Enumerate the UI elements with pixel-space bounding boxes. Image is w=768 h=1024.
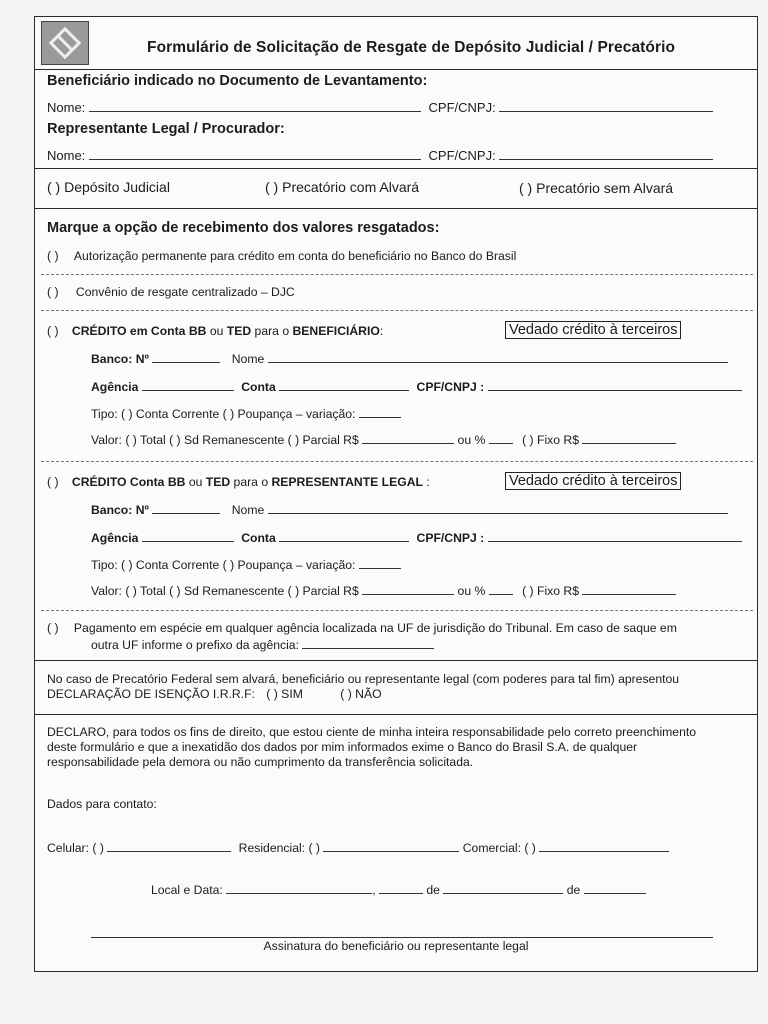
option-autorizacao-row[interactable]: [47, 249, 516, 263]
tipo-row[interactable]: [91, 405, 401, 421]
ou-pct-label: ou %: [457, 584, 486, 598]
conta-field[interactable]: [279, 529, 409, 542]
tipo-text: Tipo: ( ) Conta Corrente ( ) Poupança – variação:: [91, 558, 356, 572]
banco-field[interactable]: [152, 501, 220, 514]
local-field[interactable]: [226, 881, 372, 894]
name-label: Nome:: [47, 100, 86, 115]
credit-to: para o: [254, 324, 290, 338]
option-precatorio-com-alvara[interactable]: ( ) Precatório com Alvará: [265, 179, 420, 195]
beneficiary-name-row: [47, 99, 713, 115]
credit-ted: TED: [205, 475, 231, 489]
local-data-label: Local e Data:: [151, 883, 223, 897]
fixo-field[interactable]: [582, 582, 676, 595]
variacao-field[interactable]: [359, 405, 401, 418]
dashed-divider: [41, 461, 753, 462]
agencia-field[interactable]: [142, 378, 234, 391]
pct-field[interactable]: [489, 431, 513, 444]
checkbox-paren[interactable]: ( ): [47, 475, 59, 489]
representative-name-field[interactable]: [89, 147, 421, 160]
dashed-divider: [41, 274, 753, 275]
credit-beneficiario: BENEFICIÁRIO: [292, 324, 380, 338]
beneficiary-name-field[interactable]: [89, 99, 421, 112]
de-label: de: [426, 883, 440, 897]
residencial-label: Residencial: ( ): [238, 841, 320, 855]
declaracao-text: [47, 725, 743, 770]
divider: [35, 660, 757, 661]
pct-field[interactable]: [489, 582, 513, 595]
parcial-field[interactable]: [362, 582, 454, 595]
option-convenio-label: Convênio de resgate centralizado – DJC: [75, 285, 295, 299]
declaro-line-3: responsabilidade pela demora ou não cumprimento da transferência solicitada.: [47, 755, 474, 769]
dashed-divider: [41, 610, 753, 611]
checkbox-paren[interactable]: ( ): [47, 285, 59, 299]
vedado-box: [505, 321, 681, 339]
vedado-box: [505, 472, 681, 490]
receipt-heading: Marque a opção de recebimento dos valores resgatados:: [47, 220, 440, 236]
option-pagamento-especie[interactable]: [47, 621, 677, 653]
nome-field[interactable]: [268, 350, 728, 363]
agencia-label: Agência: [91, 380, 139, 394]
conta-label: Conta: [241, 531, 276, 545]
isencao-text-2: DECLARAÇÃO DE ISENÇÃO I.R.R.F:: [47, 687, 255, 701]
name-label: Nome:: [47, 148, 86, 163]
form-header: [35, 17, 757, 70]
dashed-divider: [41, 310, 753, 311]
divider: [35, 208, 757, 209]
cpf-label: CPF/CNPJ:: [428, 100, 496, 115]
declaro-line-1: DECLARO, para todos os fins de direito, que estou ciente de minha inteira responsabilidade pelo correto preenchimento: [47, 725, 697, 739]
valor-text: Valor: ( ) Total ( ) Sd Remanescente ( ) Parcial R$: [91, 433, 359, 447]
variacao-field[interactable]: [359, 556, 401, 569]
agencia-row: [91, 378, 742, 394]
banco-field[interactable]: [152, 350, 220, 363]
credit-label: CRÉDITO em Conta BB: [71, 324, 207, 338]
option-precatorio-sem-alvara[interactable]: ( ) Precatório sem Alvará: [519, 180, 674, 196]
fixo-field[interactable]: [582, 431, 676, 444]
agencia-label: Agência: [91, 531, 139, 545]
beneficiary-heading: Beneficiário indicado no Documento de Levantamento:: [47, 73, 428, 89]
divider: [35, 168, 757, 169]
credit-or: ou: [209, 324, 224, 338]
agencia-row: [91, 529, 742, 545]
option-credito-representante[interactable]: [47, 475, 430, 489]
credit-representante: REPRESENTANTE LEGAL: [271, 475, 423, 489]
fixo-label: ( ) Fixo R$: [522, 433, 579, 447]
agencia-field[interactable]: [142, 529, 234, 542]
cpfcnpj-label: CPF/CNPJ :: [416, 531, 485, 545]
cpfcnpj-label: CPF/CNPJ :: [416, 380, 485, 394]
celular-label: Celular: ( ): [47, 841, 104, 855]
pagamento-text-2: outra UF informe o prefixo da agência:: [91, 638, 299, 652]
option-nao[interactable]: ( ) NÃO: [340, 687, 382, 701]
comercial-field[interactable]: [539, 839, 669, 852]
comma: ,: [372, 883, 376, 897]
valor-text: Valor: ( ) Total ( ) Sd Remanescente ( ) Parcial R$: [91, 584, 359, 598]
checkbox-paren[interactable]: ( ): [47, 621, 59, 635]
credit-label: CRÉDITO Conta BB: [71, 475, 186, 489]
parcial-field[interactable]: [362, 431, 454, 444]
banco-label: Banco: Nº: [91, 503, 149, 517]
ano-field[interactable]: [584, 881, 646, 894]
cpfcnpj-field[interactable]: [488, 529, 742, 542]
representative-name-row: [47, 147, 713, 163]
banco-row: [91, 350, 728, 366]
nome-field[interactable]: [268, 501, 728, 514]
de-label: de: [566, 883, 581, 897]
credit-colon: :: [426, 475, 430, 489]
contato-label: Dados para contato:: [47, 797, 157, 811]
nome-label: Nome: [231, 352, 265, 366]
bank-logo-icon: [41, 21, 89, 65]
checkbox-paren[interactable]: ( ): [47, 249, 59, 263]
representative-heading: Representante Legal / Procurador:: [47, 121, 285, 137]
credit-ted: TED: [226, 324, 252, 338]
option-credito-beneficiario[interactable]: [47, 324, 383, 338]
credit-or: ou: [188, 475, 203, 489]
isencao-text-1: No caso de Precatório Federal sem alvará, beneficiário ou representante legal (com poderes para tal fim) apresentou: [47, 672, 680, 686]
vedado-text: Vedado crédito à terceiros: [505, 321, 681, 339]
local-data-row: [151, 881, 646, 897]
ou-pct-label: ou %: [457, 433, 486, 447]
tipo-row[interactable]: [91, 556, 401, 572]
credit-colon: :: [379, 324, 384, 338]
vedado-text: Vedado crédito à terceiros: [505, 472, 681, 490]
cpf-label: CPF/CNPJ:: [428, 148, 496, 163]
banco-row: [91, 501, 728, 517]
conta-label: Conta: [241, 380, 276, 394]
cpfcnpj-field[interactable]: [488, 378, 742, 391]
tipo-text: Tipo: ( ) Conta Corrente ( ) Poupança – variação:: [91, 407, 356, 421]
dia-field[interactable]: [379, 881, 423, 894]
residencial-field[interactable]: [323, 839, 459, 852]
mes-field[interactable]: [443, 881, 563, 894]
valor-row[interactable]: [91, 431, 676, 447]
option-sim[interactable]: ( ) SIM: [266, 687, 303, 701]
form-sheet: [34, 16, 758, 972]
signature-caption: Assinatura do beneficiário ou representante legal: [263, 939, 529, 953]
conta-field[interactable]: [279, 378, 409, 391]
celular-field[interactable]: [107, 839, 231, 852]
form-title: Formulário de Solicitação de Resgate de Depósito Judicial / Precatório: [147, 39, 676, 56]
signature-line[interactable]: [91, 937, 713, 938]
comercial-label: Comercial: ( ): [462, 841, 536, 855]
divider: [35, 714, 757, 715]
nome-label: Nome: [231, 503, 265, 517]
banco-label: Banco: Nº: [91, 352, 149, 366]
option-convenio-row[interactable]: [47, 285, 295, 299]
declaro-line-2: deste formulário e que a inexatidão dos dados por mim informados exime o Banco do Brasil S.A. de qualquer: [47, 740, 638, 754]
option-autorizacao-label: Autorização permanente para crédito em conta do beneficiário no Banco do Brasil: [73, 249, 517, 263]
representative-cpf-field[interactable]: [499, 147, 713, 160]
pagamento-text-1: Pagamento em espécie em qualquer agência localizada na UF de jurisdição do Tribunal. Em caso de saque em: [73, 621, 677, 635]
contato-row: [47, 839, 669, 855]
fixo-label: ( ) Fixo R$: [522, 584, 579, 598]
checkbox-paren[interactable]: ( ): [47, 324, 59, 338]
valor-row[interactable]: [91, 582, 676, 598]
prefixo-agencia-field[interactable]: [302, 636, 434, 649]
option-deposito-judicial[interactable]: ( ) Depósito Judicial: [47, 179, 170, 195]
credit-to: para o: [233, 475, 269, 489]
isencao-block: [47, 672, 679, 702]
beneficiary-cpf-field[interactable]: [499, 99, 713, 112]
